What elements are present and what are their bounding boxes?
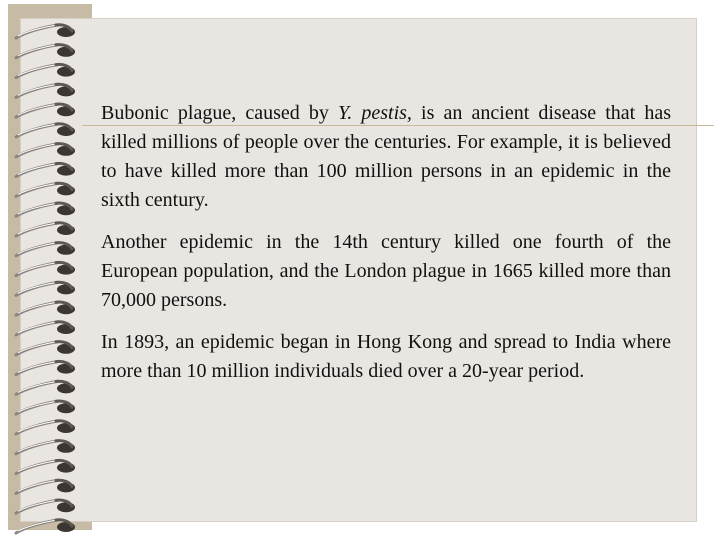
spiral-ring <box>16 144 75 157</box>
paragraph-2: Another epidemic in the 14th century killed one fourth of the European population, and the London plague in 1665 killed more than 70,000 persons. <box>101 231 671 311</box>
paragraph-3: In 1893, an epidemic began in Hong Kong and spread to India where more than 10 million individuals died over a 20-year period. <box>101 331 671 382</box>
spiral-ring <box>16 25 75 38</box>
spiral-binding-icon <box>0 0 90 540</box>
spiral-ring <box>16 183 75 196</box>
spiral-ring <box>16 460 75 473</box>
spiral-ring <box>16 163 75 176</box>
species-name: Y. pestis, <box>337 102 412 124</box>
spiral-ring <box>16 302 75 315</box>
slide-body <box>101 99 671 399</box>
spiral-ring <box>16 520 75 533</box>
paragraph-1-text-end: is an ancient disease that has killed millions of people over the centuries. For example, it is believed to have killed more than 100 million persons in an epidemic in the sixth century. <box>101 102 672 211</box>
spiral-ring <box>16 203 75 216</box>
spiral-ring <box>16 441 75 454</box>
spiral-ring <box>16 84 75 97</box>
spiral-ring <box>16 243 75 256</box>
paragraph-1 <box>101 99 671 215</box>
spiral-ring <box>16 401 75 414</box>
paragraph-1-text-start: Bubonic plague, caused by <box>101 102 338 124</box>
spiral-ring <box>16 381 75 394</box>
spiral-ring <box>16 421 75 434</box>
spiral-ring <box>16 45 75 58</box>
spiral-ring <box>16 282 75 295</box>
spiral-ring <box>16 361 75 374</box>
spiral-ring <box>16 124 75 137</box>
spiral-ring <box>16 262 75 275</box>
spiral-ring <box>16 104 75 117</box>
spiral-ring <box>16 223 75 236</box>
spiral-ring <box>16 342 75 355</box>
spiral-ring <box>16 480 75 493</box>
spiral-ring <box>16 64 75 77</box>
spiral-ring <box>16 500 75 513</box>
spiral-ring <box>16 322 75 335</box>
